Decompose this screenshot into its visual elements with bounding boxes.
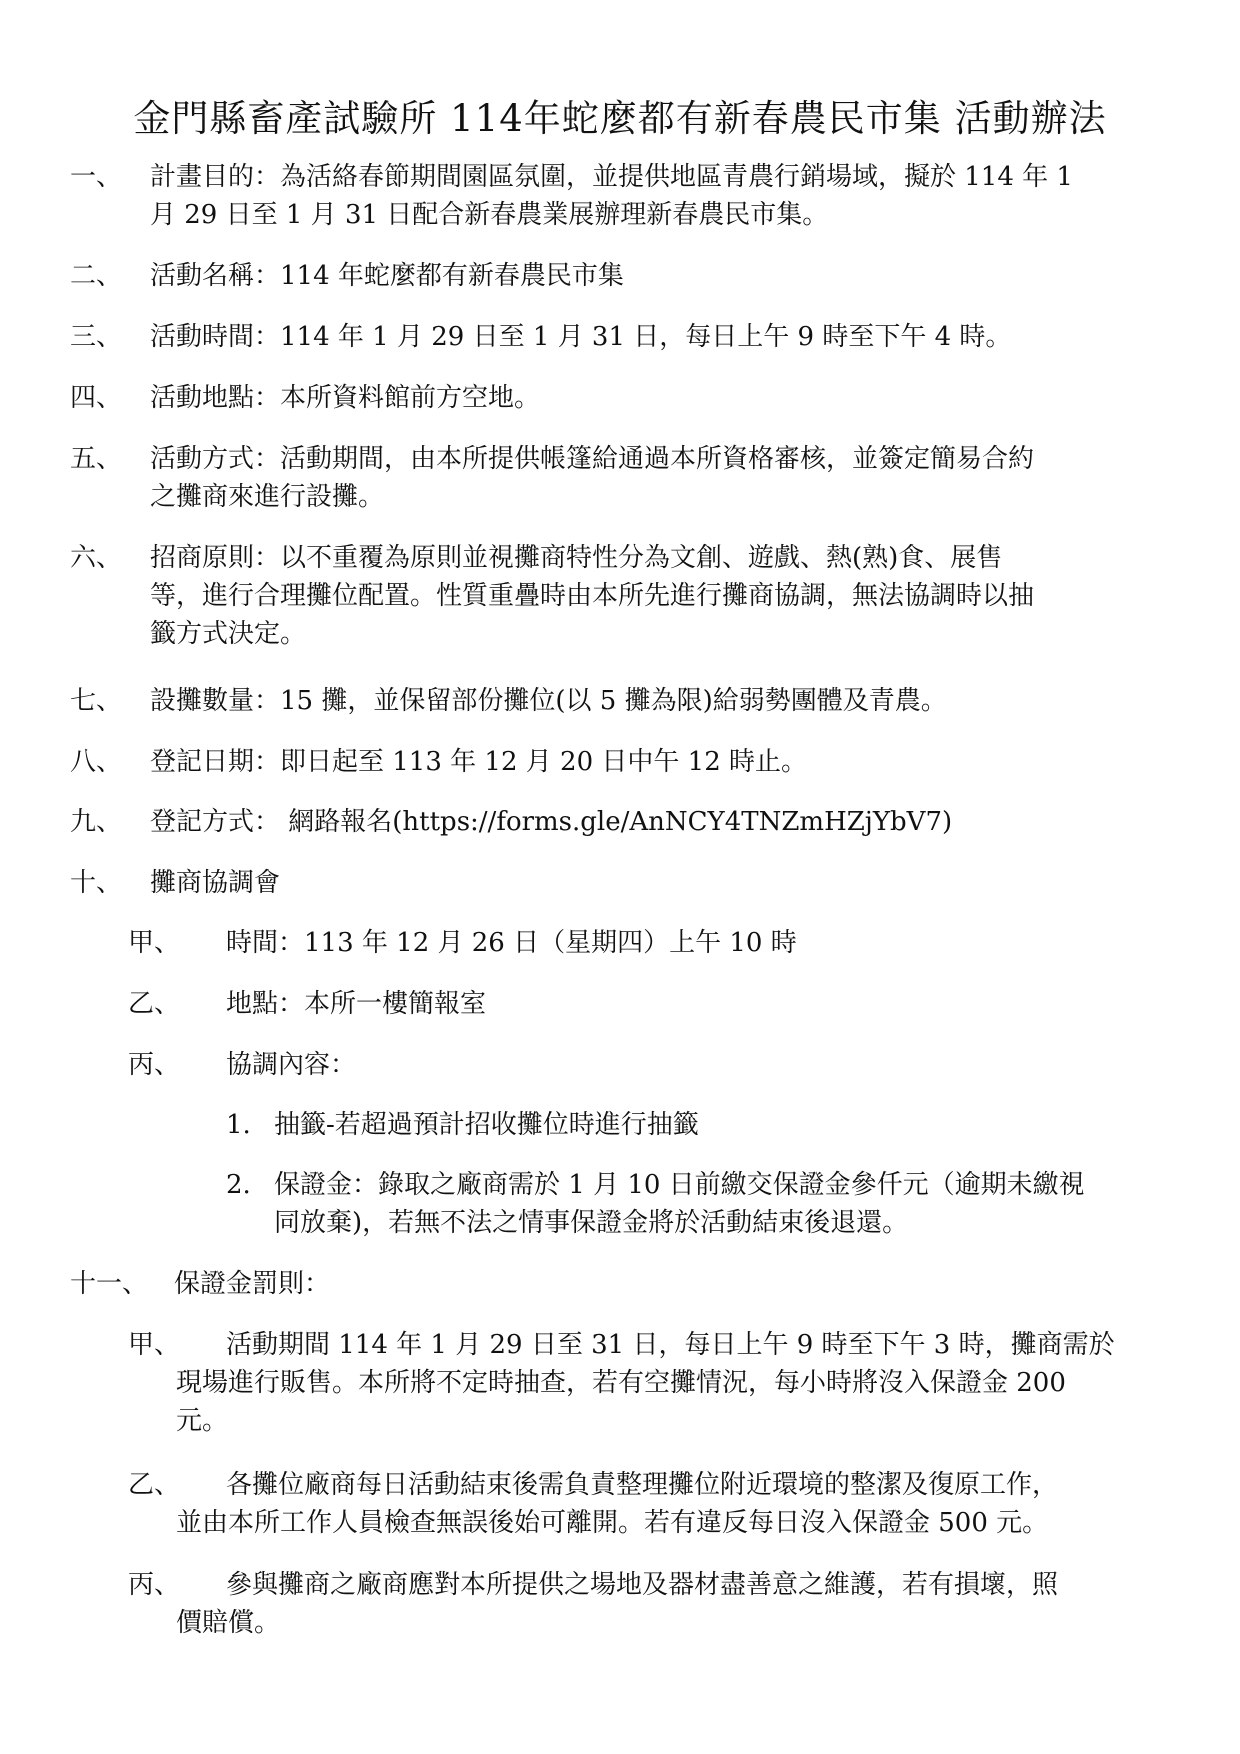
sub-marker: 丙、: [128, 1570, 181, 1600]
text-line: 活動地點：本所資料館前方空地。: [150, 383, 541, 413]
text-line: 活動名稱：114 年蛇麼都有新春農民市集: [150, 261, 624, 291]
meeting-text: 協調內容：: [226, 1050, 357, 1080]
section-text: [150, 539, 1034, 653]
text-line: 月 29 日至 1 月 31 日配合新春農業展辦理新春農民市集。: [150, 200, 829, 230]
text-line: 價賠償。: [176, 1608, 281, 1638]
section-marker: 八、: [70, 747, 123, 777]
penalty-text: [176, 1466, 1058, 1542]
text-line: 攤商協調會: [150, 868, 281, 898]
text-line: 參與攤商之廠商應對本所提供之場地及器材盡善意之維護，若有損壞，照: [226, 1570, 1059, 1600]
section-text: [150, 803, 952, 841]
section-marker: 四、: [70, 383, 123, 413]
sub-marker: 丙、: [128, 1050, 181, 1080]
text-line: 登記日期：即日起至 113 年 12 月 20 日中午 12 時止。: [150, 747, 807, 777]
text-line: 籤方式決定。: [150, 619, 307, 649]
point-marker: 1.: [226, 1110, 251, 1140]
text-line: 計畫目的：為活絡春節期間園區氛圍，並提供地區青農行銷場域，擬於 114 年 1: [150, 162, 1073, 192]
text-line: 設攤數量：15 攤，並保留部份攤位(以 5 攤為限)給弱勢團體及青農。: [150, 686, 947, 716]
text-line: 並由本所工作人員檢查無誤後始可離開。若有違反每日沒入保證金 500 元。: [176, 1508, 1049, 1538]
sub-marker: 甲、: [128, 928, 181, 958]
section-text: [150, 864, 280, 902]
text-line: 等，進行合理攤位配置。性質重疊時由本所先進行攤商協調，無法協調時以抽: [150, 581, 1035, 611]
text-line: 現場進行販售。本所將不定時抽查，若有空攤情況，每小時將沒入保證金 200: [176, 1368, 1066, 1398]
section-text: [150, 257, 624, 295]
section-marker: 十一、: [70, 1269, 149, 1299]
section-marker: 六、: [70, 543, 123, 573]
text-line: 抽籤-若超過預計招收攤位時進行抽籤: [274, 1110, 699, 1140]
text-line: 活動方式：活動期間，由本所提供帳篷給通過本所資格審核，並簽定簡易合約: [150, 444, 1035, 474]
section-marker: 十、: [70, 868, 123, 898]
section-text: [150, 379, 540, 417]
section-marker: 二、: [70, 261, 123, 291]
text-line: 招商原則：以不重覆為原則並視攤商特性分為文創、遊戲、熱(熟)食、展售: [150, 543, 1003, 573]
point-text: [274, 1166, 1085, 1242]
text-line: 各攤位廠商每日活動結束後需負責整理攤位附近環境的整潔及復原工作，: [226, 1470, 1059, 1500]
text-line: 保證金：錄取之廠商需於 1 月 10 日前繳交保證金參仟元（逾期未繳視: [274, 1170, 1085, 1200]
section-marker: 三、: [70, 322, 123, 352]
section-text: [150, 743, 807, 781]
penalty-text: [176, 1326, 1115, 1440]
point-text: [274, 1106, 699, 1144]
text-line: 活動期間 114 年 1 月 29 日至 31 日，每日上午 9 時至下午 3 時，攤商需於: [226, 1330, 1115, 1360]
meeting-text: 地點：本所一樓簡報室: [226, 989, 487, 1019]
text-line: 元。: [176, 1406, 229, 1436]
text-line: 同放棄)，若無不法之情事保證金將於活動結束後退還。: [274, 1208, 909, 1238]
section-text: [150, 440, 1034, 516]
section-marker: 一、: [70, 162, 123, 192]
section-text: [150, 158, 1073, 234]
section-text: [150, 318, 1011, 356]
section-marker: 五、: [70, 444, 123, 474]
sub-marker: 乙、: [128, 1470, 181, 1500]
penalty-text: [176, 1566, 1058, 1642]
sub-marker: 乙、: [128, 989, 181, 1019]
text-line: 活動時間：114 年 1 月 29 日至 1 月 31 日，每日上午 9 時至下午 4 時。: [150, 322, 1012, 352]
section-marker: 九、: [70, 807, 123, 837]
section-marker: 七、: [70, 686, 123, 716]
section-text: 保證金罰則：: [174, 1269, 331, 1299]
document-title: 金門縣畜產試驗所 114年蛇麼都有新春農民市集 活動辦法: [133, 97, 1107, 140]
text-line: 之攤商來進行設攤。: [150, 482, 385, 512]
meeting-text: 時間：113 年 12 月 26 日（星期四）上午 10 時: [226, 928, 797, 958]
sub-marker: 甲、: [128, 1330, 181, 1360]
point-marker: 2.: [226, 1170, 251, 1200]
registration-link-text[interactable]: 登記方式： 網路報名(https://forms.gle/AnNCY4TNZmHZjYbV7): [150, 807, 953, 837]
section-text: [150, 682, 947, 720]
